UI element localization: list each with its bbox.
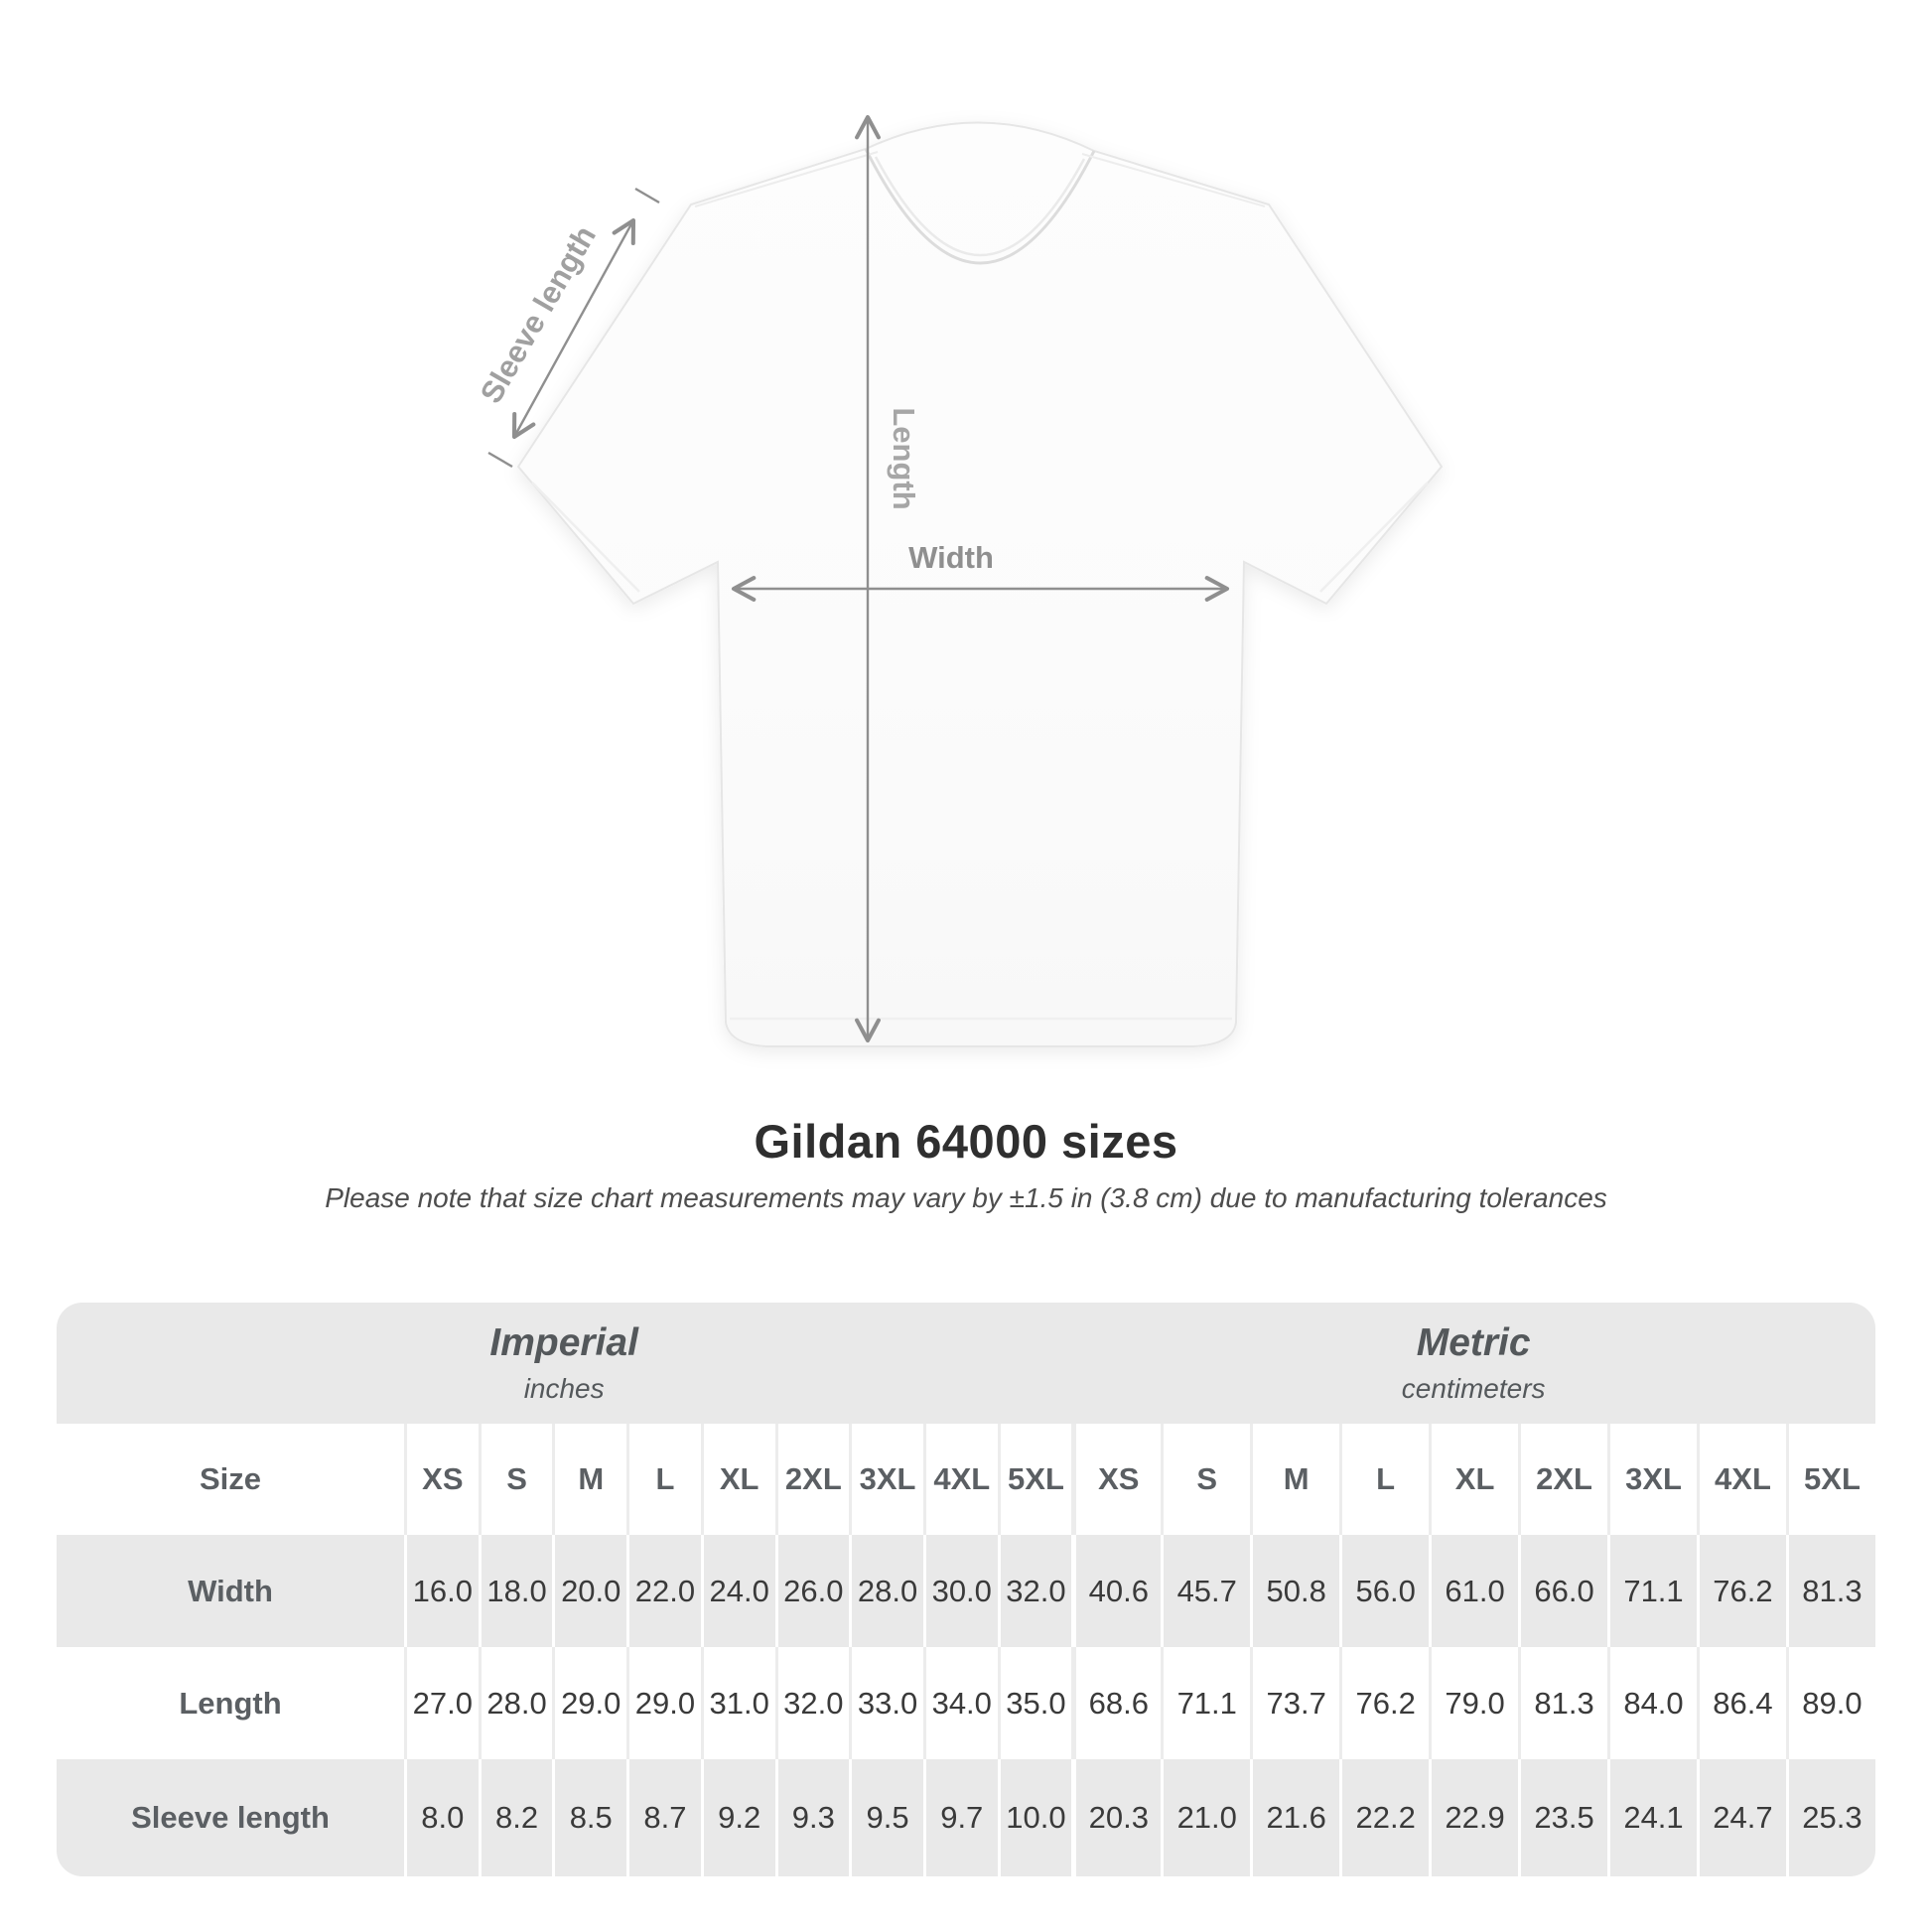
value-cell: 18.0 (479, 1535, 553, 1647)
value-cell: 84.0 (1607, 1647, 1697, 1759)
value-cell: 35.0 (998, 1647, 1072, 1759)
value-cell: 29.0 (626, 1647, 701, 1759)
value-cell: 21.0 (1161, 1759, 1250, 1876)
value-cell: 76.2 (1697, 1535, 1786, 1647)
value-cell: 9.2 (701, 1759, 775, 1876)
value-cell: 28.0 (479, 1647, 553, 1759)
value-cell: 29.0 (552, 1647, 626, 1759)
value-cell: 86.4 (1697, 1647, 1786, 1759)
value-cell: 24.7 (1697, 1759, 1786, 1876)
value-cell: 45.7 (1161, 1535, 1250, 1647)
value-cell: 26.0 (775, 1535, 850, 1647)
width-diagram-label: Width (908, 540, 994, 575)
value-cell: 68.6 (1071, 1647, 1161, 1759)
value-cell: 20.0 (552, 1535, 626, 1647)
value-cell: 22.2 (1339, 1759, 1429, 1876)
imperial-title: Imperial (489, 1321, 638, 1364)
size-header-cell: XL (1429, 1424, 1518, 1535)
sleeve-length-row (57, 1759, 1875, 1876)
value-cell: 61.0 (1429, 1535, 1518, 1647)
imperial-unit: inches (523, 1373, 605, 1404)
value-cell: 8.2 (479, 1759, 553, 1876)
value-cell: 28.0 (849, 1535, 923, 1647)
length-diagram-label: Length (887, 407, 921, 510)
value-cell: 24.0 (701, 1535, 775, 1647)
value-cell: 81.3 (1518, 1647, 1607, 1759)
value-cell: 24.1 (1607, 1759, 1697, 1876)
tolerance-note: Please note that size chart measurements may vary by ±1.5 in (3.8 cm) due to manufacturing tolerances (325, 1182, 1607, 1213)
value-cell: 9.3 (775, 1759, 850, 1876)
value-cell: 40.6 (1071, 1535, 1161, 1647)
value-cell: 71.1 (1161, 1647, 1250, 1759)
size-header-cell: S (1161, 1424, 1250, 1535)
value-cell: 81.3 (1786, 1535, 1875, 1647)
value-cell: 8.7 (626, 1759, 701, 1876)
heading-block (0, 1114, 1932, 1214)
size-header-cell: 5XL (998, 1424, 1072, 1535)
size-header-cell: M (1250, 1424, 1339, 1535)
size-header-cell: L (626, 1424, 701, 1535)
page-title: Gildan 64000 sizes (754, 1115, 1178, 1168)
size-header-cell: XS (404, 1424, 479, 1535)
size-header-cell: S (479, 1424, 553, 1535)
imperial-section-header (57, 1303, 1071, 1424)
width-row (57, 1535, 1875, 1647)
value-cell: 8.0 (404, 1759, 479, 1876)
sleeve-length-diagram-label: Sleeve length (473, 219, 604, 410)
value-cell: 79.0 (1429, 1647, 1518, 1759)
value-cell: 20.3 (1071, 1759, 1161, 1876)
value-cell: 89.0 (1786, 1647, 1875, 1759)
value-cell: 25.3 (1786, 1759, 1875, 1876)
value-cell: 8.5 (552, 1759, 626, 1876)
value-cell: 27.0 (404, 1647, 479, 1759)
value-cell: 31.0 (701, 1647, 775, 1759)
row-label-width: Width (188, 1573, 273, 1608)
size-header-cell: XS (1071, 1424, 1161, 1535)
value-cell: 73.7 (1250, 1647, 1339, 1759)
size-header-row (57, 1424, 1875, 1535)
value-cell: 30.0 (923, 1535, 998, 1647)
size-header-cell: M (552, 1424, 626, 1535)
value-cell: 76.2 (1339, 1647, 1429, 1759)
row-label-sleeve-length: Sleeve length (131, 1800, 330, 1835)
sleeve-length-endcap (635, 189, 659, 203)
value-cell: 32.0 (775, 1647, 850, 1759)
row-label-length: Length (179, 1685, 282, 1721)
size-header-cell: 3XL (1607, 1424, 1697, 1535)
size-column-header: Size (199, 1461, 261, 1496)
size-header-cell: 4XL (923, 1424, 998, 1535)
tshirt-image (518, 122, 1442, 1046)
length-row (57, 1647, 1875, 1759)
value-cell: 23.5 (1518, 1759, 1607, 1876)
value-cell: 71.1 (1607, 1535, 1697, 1647)
sleeve-length-endcap (488, 453, 512, 467)
metric-unit: centimeters (1401, 1373, 1546, 1404)
value-cell: 50.8 (1250, 1535, 1339, 1647)
metric-section-header (1071, 1303, 1875, 1424)
size-header-cell: 2XL (1518, 1424, 1607, 1535)
size-header-cell: 4XL (1697, 1424, 1786, 1535)
unit-band-row (57, 1303, 1875, 1424)
value-cell: 22.0 (626, 1535, 701, 1647)
value-cell: 16.0 (404, 1535, 479, 1647)
value-cell: 34.0 (923, 1647, 998, 1759)
value-cell: 33.0 (849, 1647, 923, 1759)
size-header-cell: 5XL (1786, 1424, 1875, 1535)
value-cell: 22.9 (1429, 1759, 1518, 1876)
value-cell: 32.0 (998, 1535, 1072, 1647)
size-header-cell: 2XL (775, 1424, 850, 1535)
size-header-cell: 3XL (849, 1424, 923, 1535)
metric-title: Metric (1416, 1321, 1531, 1364)
size-header-cell: L (1339, 1424, 1429, 1535)
value-cell: 10.0 (998, 1759, 1072, 1876)
value-cell: 9.7 (923, 1759, 998, 1876)
value-cell: 21.6 (1250, 1759, 1339, 1876)
size-header-cell: XL (701, 1424, 775, 1535)
size-table-container (57, 1303, 1875, 1876)
value-cell: 9.5 (849, 1759, 923, 1876)
value-cell: 66.0 (1518, 1535, 1607, 1647)
value-cell: 56.0 (1339, 1535, 1429, 1647)
size-table (57, 1303, 1875, 1876)
